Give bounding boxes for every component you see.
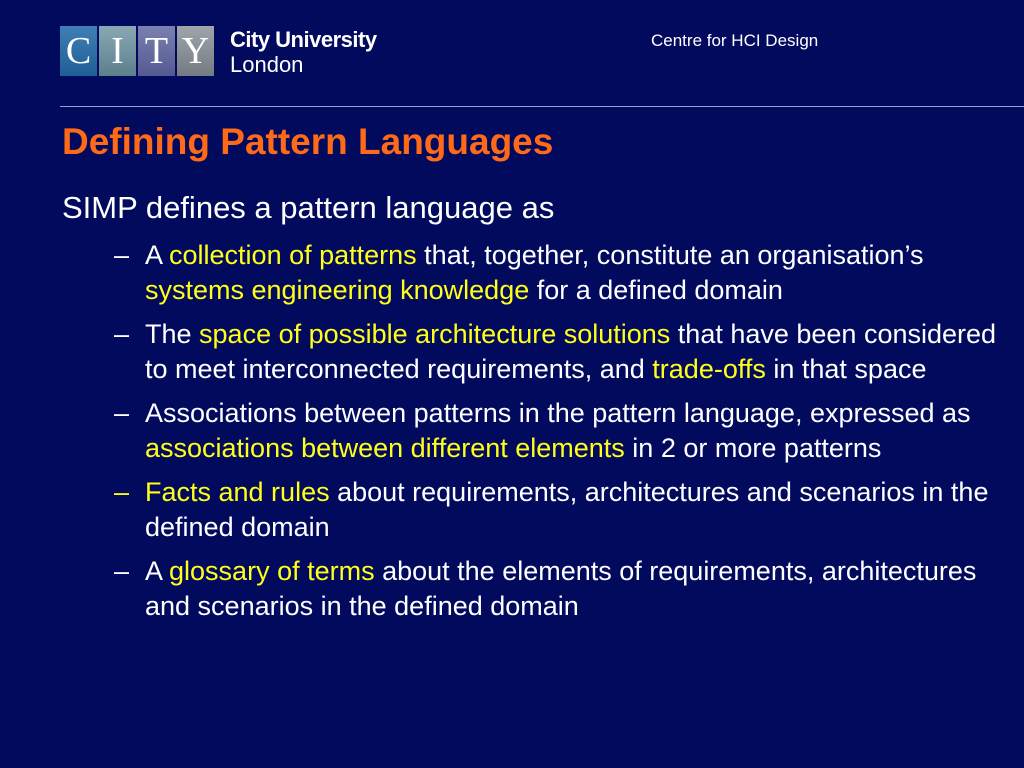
bullet-text: in that space <box>765 353 927 384</box>
logo-tiles <box>60 26 214 76</box>
header-divider <box>60 106 1024 107</box>
bullet-item <box>112 317 1012 386</box>
bullet-item <box>112 554 1012 623</box>
bullet-text: in 2 or more patterns <box>624 432 882 463</box>
bullet-dash: – <box>114 556 130 586</box>
bullet-text: A <box>145 556 170 586</box>
centre-name: Centre for HCI Design <box>651 31 819 50</box>
highlight-text: collection of patterns <box>169 240 417 270</box>
bullet-dash: – <box>114 398 130 428</box>
university-name: City University <box>230 27 377 52</box>
highlight-text: glossary of terms <box>169 556 375 586</box>
bullet-dash: – <box>114 240 130 270</box>
bullet-text: about the elements of requirements, architectures and scenarios in the defined domain <box>145 556 977 621</box>
bullet-text: The <box>145 319 200 349</box>
bullet-text: that, together, constitute an organisation’s <box>416 240 924 270</box>
bullet-text: for a defined domain <box>529 274 783 305</box>
bullet-text: that have been considered to meet interconnected requirements, and <box>145 319 997 384</box>
city-university-logo <box>60 26 377 76</box>
highlight-text: space of possible architecture solutions <box>199 319 671 349</box>
logo-tile-y: Y <box>177 26 214 76</box>
logo-tile-c: C <box>60 26 97 76</box>
lead-text: SIMP defines a pattern language as <box>62 190 555 225</box>
highlight-text: systems engineering knowledge <box>145 274 530 305</box>
bullet-text: about requirements, architectures and scenarios in the defined domain <box>145 477 989 542</box>
bullet-text: Associations between patterns in the pattern language, expressed as <box>145 398 971 428</box>
bullet-dash: – <box>114 477 130 507</box>
bullet-dash: – <box>114 319 130 349</box>
bullet-text: A <box>145 240 170 270</box>
bullet-item <box>112 238 1012 307</box>
slide-title: Defining Pattern Languages <box>62 121 554 162</box>
highlight-text: Facts and rules <box>145 477 330 507</box>
logo-tile-i: I <box>99 26 136 76</box>
logo-text <box>230 26 377 76</box>
highlight-text: trade-offs <box>652 353 766 384</box>
bullet-item <box>112 396 1012 465</box>
highlight-text: associations between different elements <box>145 432 625 463</box>
university-location: London <box>230 52 304 77</box>
bullet-list <box>112 238 1012 633</box>
bullet-item <box>112 475 1012 544</box>
logo-tile-t: T <box>138 26 175 76</box>
